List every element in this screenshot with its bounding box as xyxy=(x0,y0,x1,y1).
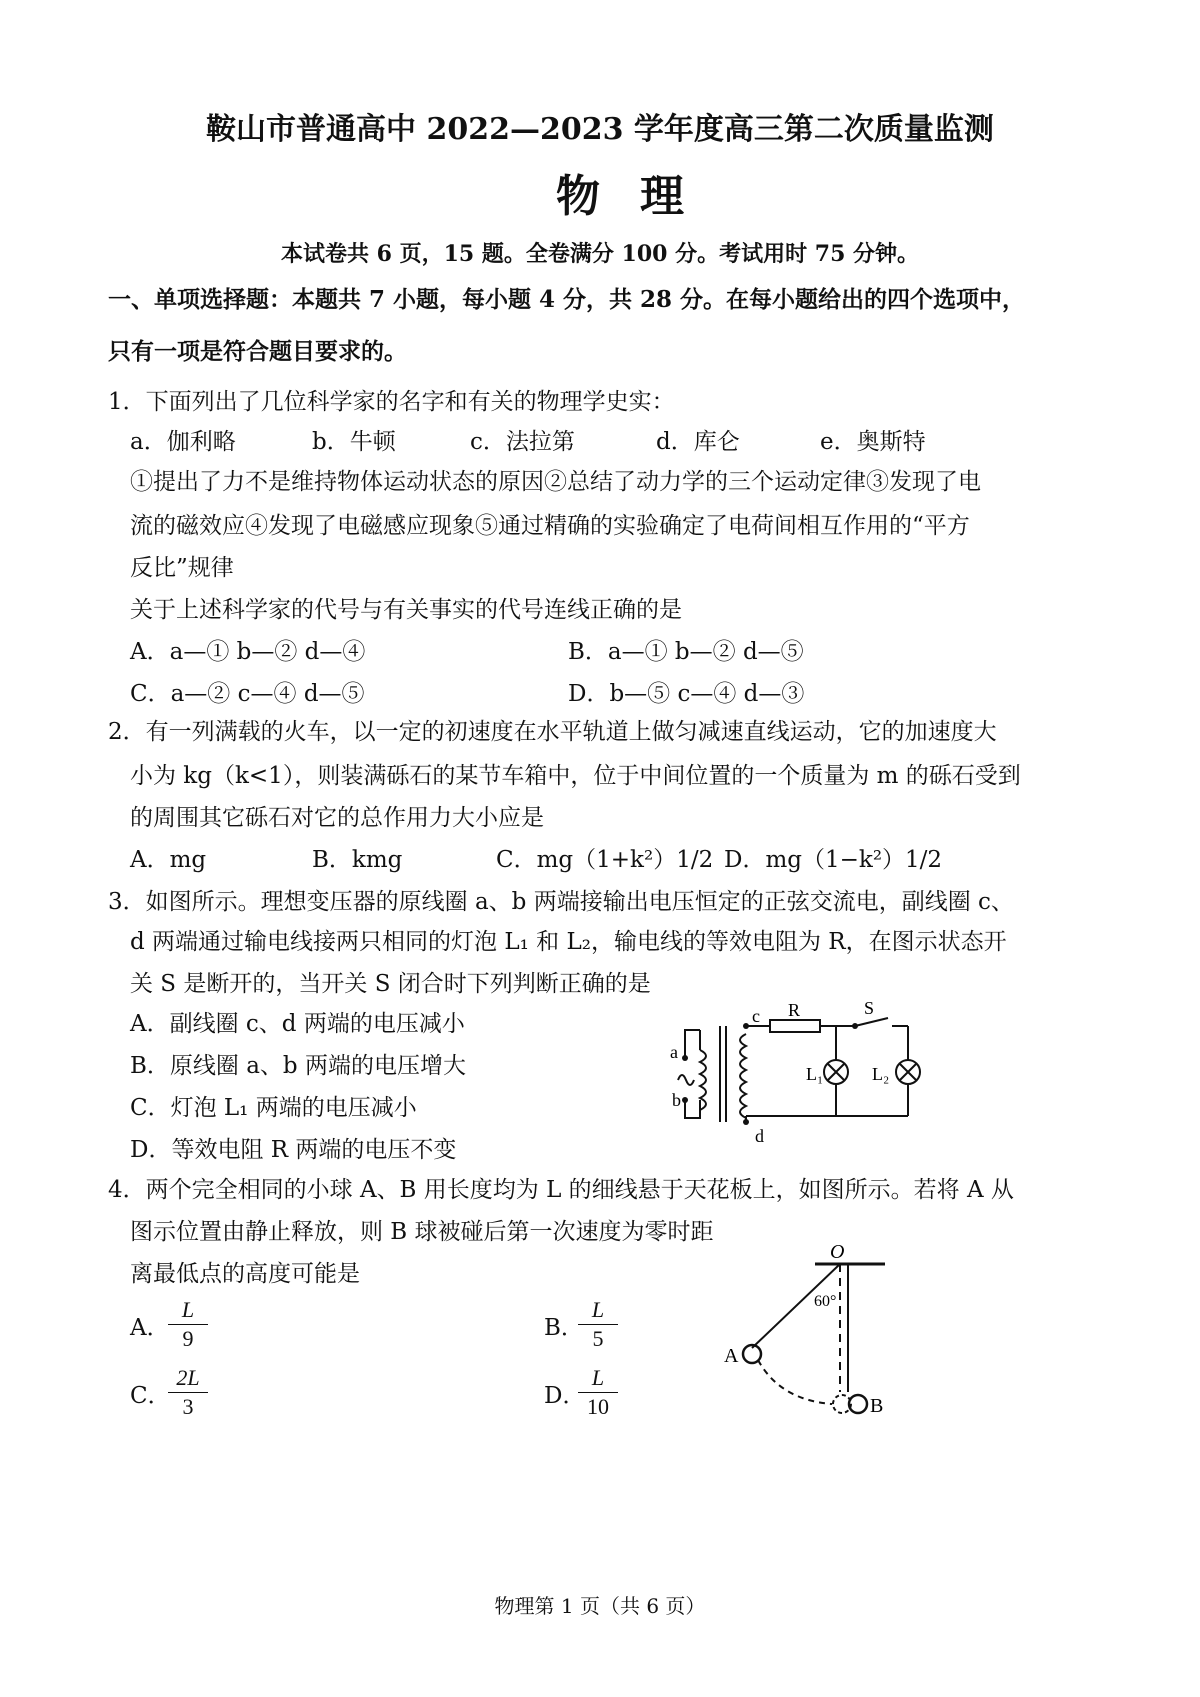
q1-option-a: A．a—① b—② d—④ xyxy=(130,639,366,665)
q2-option-d: D．mg（1−k²）1/2 xyxy=(724,847,943,873)
pendulum-figure xyxy=(720,1232,920,1422)
q4-stem-line1: 4．两个完全相同的小球 A、B 用长度均为 L 的细线悬于天花板上，如图所示。若将 A 从 xyxy=(108,1177,1014,1203)
q4-option-a-label: A． xyxy=(130,1315,170,1341)
q1-name-a: a．伽利略 xyxy=(130,429,236,455)
q4-stem-line3: 离最低点的高度可能是 xyxy=(130,1261,360,1287)
angle-label: 60° xyxy=(814,1293,837,1310)
q1-option-b: B．a—① b—② d—⑤ xyxy=(568,639,804,665)
transformer-circuit-figure xyxy=(660,1000,930,1150)
q4-option-a-fraction xyxy=(168,1296,208,1353)
resistor-label: R xyxy=(788,1000,801,1020)
subject-title: 物理 xyxy=(556,171,724,222)
pivot-o-label: O xyxy=(830,1241,845,1263)
q4-option-b-label: B． xyxy=(544,1315,584,1341)
section-heading-line2: 只有一项是符合题目要求的。 xyxy=(108,338,407,365)
q4-option-c-fraction xyxy=(168,1364,208,1421)
q1-ask: 关于上述科学家的代号与有关事实的代号连线正确的是 xyxy=(130,597,682,623)
q4-option-a-numerator: L xyxy=(168,1296,208,1325)
q3-option-b: B．原线圈 a、b 两端的电压增大 xyxy=(130,1053,466,1079)
q1-name-d: d．库仑 xyxy=(656,429,740,455)
terminal-a-label: a xyxy=(670,1042,678,1062)
q3-stem-line3: 关 S 是断开的，当开关 S 闭合时下列判断正确的是 xyxy=(130,971,651,997)
terminal-c-label: c xyxy=(752,1006,760,1026)
lamp-l1-label: L₁ xyxy=(806,1064,824,1084)
q1-facts-line1: ①提出了力不是维持物体运动状态的原因②总结了动力学的三个运动定律③发现了电 xyxy=(130,469,981,495)
q4-option-c-label: C． xyxy=(130,1383,171,1409)
section-heading-line1: 一、单项选择题：本题共 7 小题，每小题 4 分，共 28 分。在每小题给出的四个选项中， xyxy=(108,286,1026,313)
q4-option-d-numerator: L xyxy=(578,1364,618,1393)
q1-stem: 1．下面列出了几位科学家的名字和有关的物理学史实： xyxy=(108,389,675,415)
terminal-b-label: b xyxy=(672,1090,681,1110)
q1-name-b: b．牛顿 xyxy=(312,429,396,455)
ball-b-label: B xyxy=(870,1395,884,1417)
lamp-l2-label: L₂ xyxy=(872,1064,890,1084)
q3-option-a: A．副线圈 c、d 两端的电压减小 xyxy=(130,1011,465,1037)
q2-option-c: C．mg（1+k²）1/2 xyxy=(496,847,714,873)
q4-option-d-denominator: 10 xyxy=(587,1394,609,1419)
q4-option-a-denominator: 9 xyxy=(182,1326,194,1351)
switch-label: S xyxy=(864,1000,875,1018)
q2-option-b: B．kmg xyxy=(312,847,403,873)
q4-stem-line2: 图示位置由静止释放，则 B 球被碰后第一次速度为零时距 xyxy=(130,1219,714,1245)
q1-name-e: e．奥斯特 xyxy=(820,429,926,455)
q3-option-d: D．等效电阻 R 两端的电压不变 xyxy=(130,1137,457,1163)
q2-option-a: A．mg xyxy=(130,847,207,873)
exam-title: 鞍山市普通高中 2022—2023 学年度高三第二次质量监测 xyxy=(206,112,994,147)
q4-option-c-numerator: 2L xyxy=(168,1364,208,1393)
page-footer: 物理第 1 页（共 6 页） xyxy=(494,1594,706,1618)
q4-option-d-fraction xyxy=(578,1364,618,1421)
q1-option-d: D．b—⑤ c—④ d—③ xyxy=(568,681,805,707)
q2-stem-line2: 小为 kg（k<1），则装满砾石的某节车箱中，位于中间位置的一个质量为 m 的砾石受到 xyxy=(130,763,1021,789)
q3-stem-line1: 3．如图所示。理想变压器的原线圈 a、b 两端接输出电压恒定的正弦交流电，副线圈 c、 xyxy=(108,889,1014,915)
q4-option-b-numerator: L xyxy=(578,1296,618,1325)
q3-option-c: C．灯泡 L₁ 两端的电压减小 xyxy=(130,1095,417,1121)
q4-option-c-denominator: 3 xyxy=(182,1394,194,1419)
ball-a-label: A xyxy=(724,1345,739,1367)
q1-option-c: C．a—② c—④ d—⑤ xyxy=(130,681,365,707)
exam-info: 本试卷共 6 页，15 题。全卷满分 100 分。考试用时 75 分钟。 xyxy=(280,241,920,267)
q1-name-c: c．法拉第 xyxy=(470,429,575,455)
terminal-d-label: d xyxy=(755,1126,764,1146)
q4-option-b-denominator: 5 xyxy=(592,1326,604,1351)
q2-stem-line3: 的周围其它砾石对它的总作用力大小应是 xyxy=(130,805,544,831)
q1-facts-line3: 反比”规律 xyxy=(130,555,234,581)
q2-stem-line1: 2．有一列满载的火车，以一定的初速度在水平轨道上做匀减速直线运动，它的加速度大 xyxy=(108,719,997,745)
q4-option-b-fraction xyxy=(578,1296,618,1353)
q4-option-d-label: D． xyxy=(544,1383,586,1409)
q3-stem-line2: d 两端通过输电线接两只相同的灯泡 L₁ 和 L₂，输电线的等效电阻为 R，在图示状态开 xyxy=(130,929,1007,955)
q1-facts-line2: 流的磁效应④发现了电磁感应现象⑤通过精确的实验确定了电荷间相互作用的“平方 xyxy=(130,513,970,539)
